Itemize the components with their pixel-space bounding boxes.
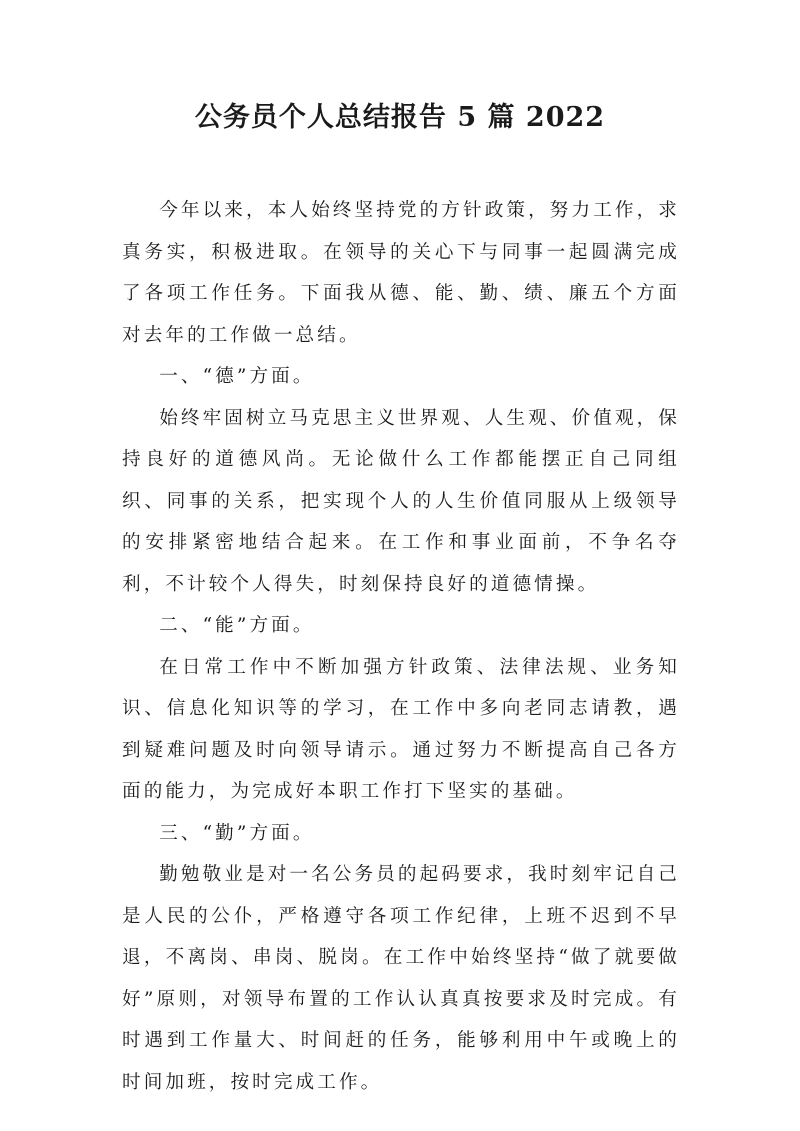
paragraph-qin: 勤勉敬业是对一名公务员的起码要求，我时刻牢记自己是人民的公仆，严格遵守各项工作纪律，上班不迟到不早退，不离岗、串岗、脱岗。在工作中始终坚持“做了就要做好”原则，对领导布置的工作认认真真按要求及时完成。有时遇到工作量大、时间赶的任务，能够利用中午或晚上的时间加班，按时完成工作。 bbox=[122, 864, 680, 1093]
document-body bbox=[122, 190, 680, 1103]
section-heading-qin: 三、“勤”方面。 bbox=[159, 822, 315, 844]
paragraph-neng: 在日常工作中不断加强方针政策、法律法规、业务知识、信息化知识等的学习，在工作中多向老同志请教，遇到疑难问题及时向领导请示。通过努力不断提高自己各方面的能力，为完成好本职工作打下坚实的基础。 bbox=[122, 656, 680, 802]
section-heading-neng: 二、“能”方面。 bbox=[159, 615, 315, 636]
document-title: 公务员个人总结报告 5 篇 2022 bbox=[194, 102, 606, 133]
paragraph-de: 始终牢固树立马克思主义世界观、人生观、价值观，保持良好的道德风尚。无论做什么工作都能摆正自己同组织、同事的关系，把实现个人的人生价值同服从上级领导的安排紧密地结合起来。在工作和事业面前，不争名夺利，不计较个人得失，时刻保持良好的道德情操。 bbox=[122, 407, 680, 595]
section-heading-de: 一、“德”方面。 bbox=[159, 366, 315, 387]
paragraph-intro: 今年以来，本人始终坚持党的方针政策，努力工作，求真务实，积极进取。在领导的关心下与同事一起圆满完成了各项工作任务。下面我从德、能、勤、绩、廉五个方面对去年的工作做一总结。 bbox=[122, 200, 680, 346]
